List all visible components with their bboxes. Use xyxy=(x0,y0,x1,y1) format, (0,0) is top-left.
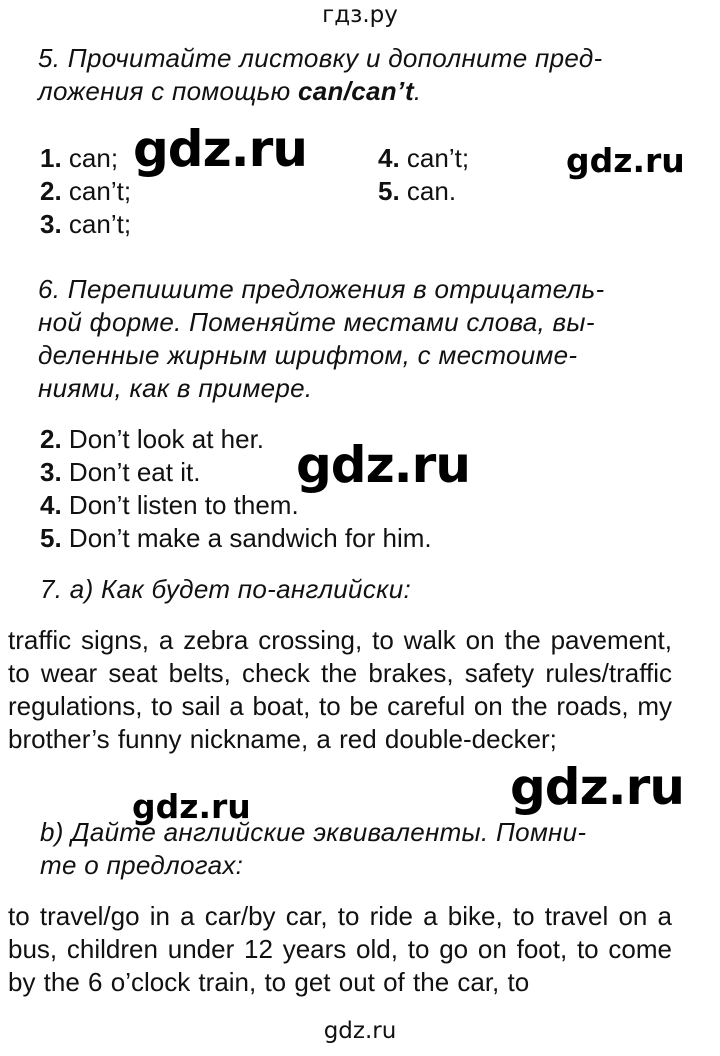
task6-answer: 4. Don’t listen to them. xyxy=(40,490,299,520)
task5-answer: 4. can’t; xyxy=(378,143,470,173)
task5-instruction-line: 5. Прочитайте листовку и дополните пред- xyxy=(38,43,603,73)
task5-answer: 3. can’t; xyxy=(40,209,132,239)
header-site-name: гдз.ру xyxy=(322,2,398,28)
watermark-logo: gdz.ru xyxy=(133,120,307,178)
task7a-answer: traffic signs, a zebra crossing, to walk on the pavement, to wear seat belts, check the brakes, safety rules/traffic regulations, to sail a boat, to be careful on the roads, my brother’s funny nickname, a red double-decker; xyxy=(8,625,672,754)
task6-answer: 3. Don’t eat it. xyxy=(40,457,201,487)
task5-instruction-line: ложения с помощью xyxy=(38,76,299,106)
watermark-logo: gdz.ru xyxy=(296,436,470,494)
task6-answer: 2. Don’t look at her. xyxy=(40,424,265,454)
watermark-logo: gdz.ru xyxy=(132,787,251,826)
task7a-instruction: 7. a) Как будет по-английски: xyxy=(40,574,411,604)
task5-answer: 2. can’t; xyxy=(40,176,132,206)
task6-instruction: 6. Перепишите предложения в отрицатель- ной форме. Поменяйте местами слова, вы- деленные жирным шрифтом, с местоиме- ниями, как в примере. xyxy=(38,274,605,403)
task6-answer: 5. Don’t make a sandwich for him. xyxy=(40,523,432,553)
watermark-logo: gdz.ru xyxy=(566,141,685,180)
task5-answer: 5. can. xyxy=(378,176,457,206)
task5-answer: 1. can; xyxy=(40,143,119,173)
task7b-instruction: b) Дайте английские эквиваленты. Помни- те о предлогах: xyxy=(40,817,587,880)
watermark-logo: gdz.ru xyxy=(510,758,684,816)
task5-instruction-bold: can/can’t xyxy=(298,76,414,106)
task7b-answer: to travel/go in a car/by car, to ride a bike, to travel on a bus, children under 12 years old, to go on foot, to come by the 6 o’clock train, to get out of the car, to xyxy=(8,901,672,997)
task5-instruction xyxy=(38,42,603,108)
task5-instruction-end: . xyxy=(413,76,422,106)
footer-site-name: gdz.ru xyxy=(323,1018,397,1044)
